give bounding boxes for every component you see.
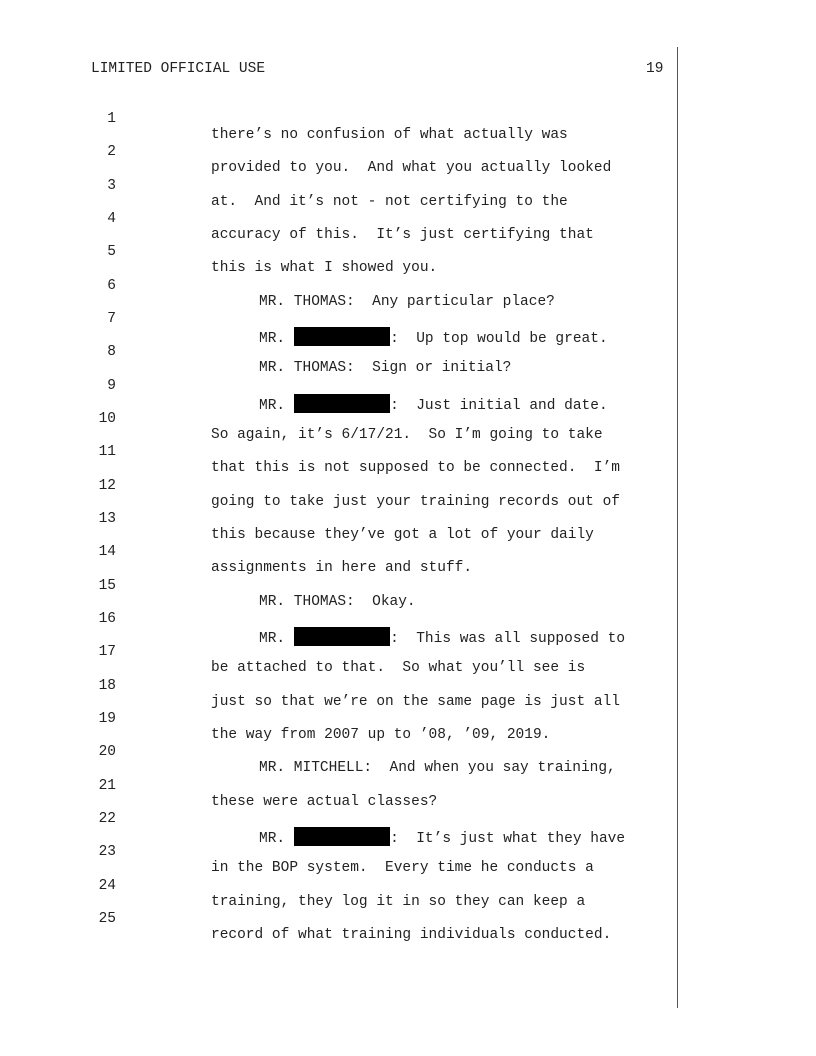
line-text: record of what training individuals conducted. [211, 927, 612, 943]
line-text [259, 394, 608, 414]
line-number: 16 [98, 611, 116, 627]
line-number: 6 [107, 278, 116, 294]
line-number: 5 [107, 244, 116, 260]
line-text: So again, it’s 6/17/21. So I’m going to take [211, 427, 603, 443]
line-text: MR. THOMAS: Okay. [259, 594, 416, 610]
line-text: in the BOP system. Every time he conducts a [211, 860, 594, 876]
line-number: 17 [98, 644, 116, 660]
line-remainder: : Just initial and date. [390, 398, 608, 414]
line-number: 20 [98, 744, 116, 760]
line-text: this is what I showed you. [211, 260, 438, 276]
line-text: going to take just your training records out of [211, 494, 620, 510]
line-number: 21 [98, 778, 116, 794]
line-number: 22 [98, 811, 116, 827]
speaker-label: MR. [259, 831, 286, 847]
line-number: 1 [107, 111, 116, 127]
line-number: 3 [107, 178, 116, 194]
line-number: 4 [107, 211, 116, 227]
line-number: 24 [98, 878, 116, 894]
line-number: 19 [98, 711, 116, 727]
line-number: 12 [98, 478, 116, 494]
line-text: MR. THOMAS: Sign or initial? [259, 360, 512, 376]
line-text: at. And it’s not - not certifying to the [211, 194, 568, 210]
line-text: these were actual classes? [211, 794, 438, 810]
line-text: assignments in here and stuff. [211, 560, 473, 576]
redaction-block [294, 327, 390, 346]
margin-rule [677, 47, 678, 1008]
line-remainder: : Up top would be great. [390, 331, 608, 347]
line-number: 18 [98, 678, 116, 694]
line-text: just so that we’re on the same page is just all [211, 694, 620, 710]
line-text: that this is not supposed to be connected. I’m [211, 460, 620, 476]
redaction-block [294, 394, 390, 413]
line-number: 10 [98, 411, 116, 427]
line-number: 8 [107, 344, 116, 360]
redaction-block [294, 627, 390, 646]
line-text: MR. THOMAS: Any particular place? [259, 294, 555, 310]
line-remainder: : It’s just what they have [390, 831, 626, 847]
line-text: MR. MITCHELL: And when you say training, [259, 760, 616, 776]
header-classification: LIMITED OFFICIAL USE [91, 61, 266, 77]
redaction-block [294, 827, 390, 846]
line-text: be attached to that. So what you’ll see is [211, 660, 586, 676]
line-text: training, they log it in so they can keep a [211, 894, 586, 910]
line-number: 7 [107, 311, 116, 327]
line-text: this because they’ve got a lot of your daily [211, 527, 594, 543]
line-number: 23 [98, 844, 116, 860]
line-number: 15 [98, 578, 116, 594]
speaker-label: MR. [259, 331, 286, 347]
line-number: 9 [107, 378, 116, 394]
line-text: provided to you. And what you actually looked [211, 160, 612, 176]
line-number: 2 [107, 144, 116, 160]
line-text: the way from 2007 up to ’08, ’09, 2019. [211, 727, 551, 743]
line-number: 11 [98, 444, 116, 460]
line-number: 25 [98, 911, 116, 927]
speaker-label: MR. [259, 398, 286, 414]
line-number: 13 [98, 511, 116, 527]
line-text [259, 627, 625, 647]
page-number: 19 [646, 61, 664, 77]
transcript-line [0, 95, 568, 143]
line-text [259, 827, 625, 847]
line-text: there’s no confusion of what actually was [211, 127, 568, 143]
line-text [259, 327, 608, 347]
line-number: 14 [98, 544, 116, 560]
line-text: accuracy of this. It’s just certifying that [211, 227, 594, 243]
speaker-label: MR. [259, 631, 286, 647]
transcript-line [0, 762, 438, 810]
line-remainder: : This was all supposed to [390, 631, 626, 647]
